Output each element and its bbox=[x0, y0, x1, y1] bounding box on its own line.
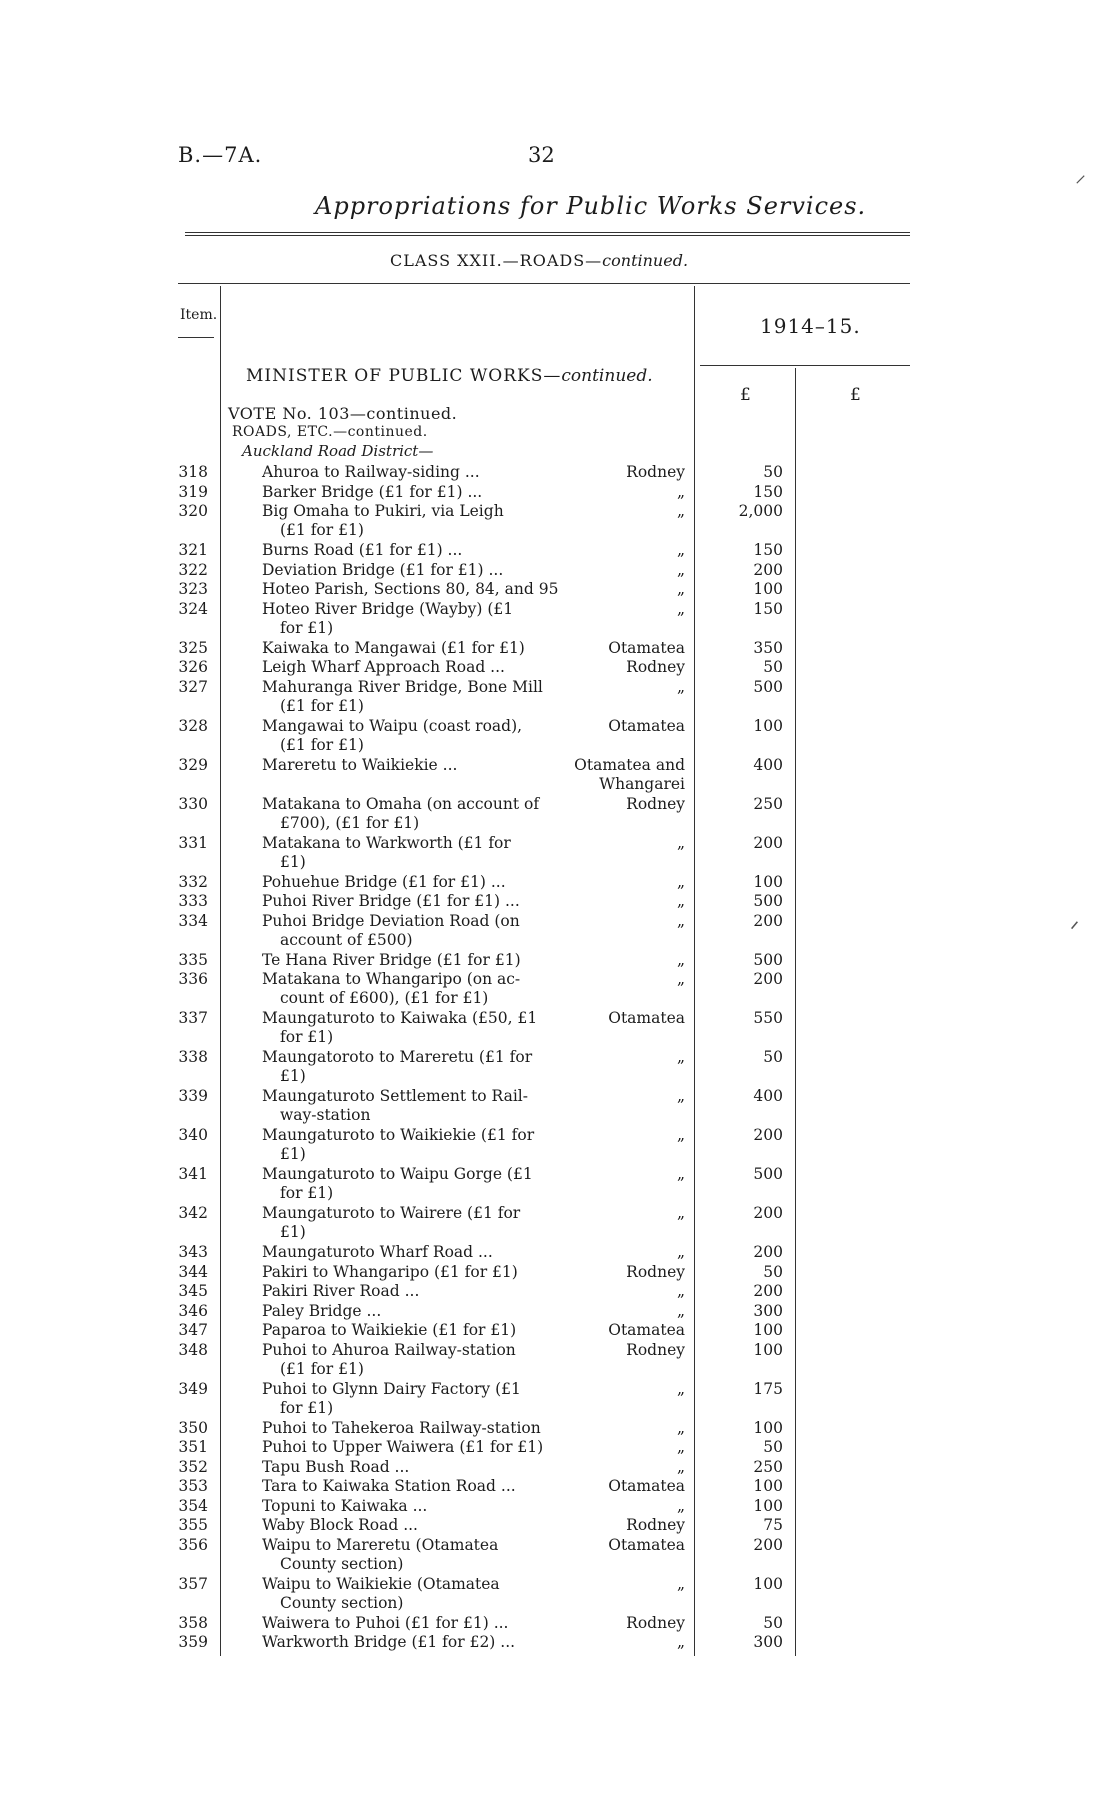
item-amount: 100 bbox=[753, 1340, 783, 1359]
item-description-line: County section) bbox=[280, 1554, 404, 1573]
item-county-line: „ bbox=[676, 482, 685, 501]
item-county bbox=[560, 795, 685, 814]
item-county-line: Rodney bbox=[626, 1613, 685, 1632]
item-amount: 200 bbox=[753, 1204, 783, 1222]
item-description-line: Puhoi to Glynn Dairy Factory (£1 bbox=[262, 1379, 521, 1398]
item-amount: 100 bbox=[753, 1477, 783, 1495]
item-amount: 200 bbox=[753, 1282, 783, 1300]
item-number: 332 bbox=[178, 872, 208, 891]
pound-column-2-header: £ bbox=[850, 385, 861, 405]
item-number: 320 bbox=[178, 502, 208, 520]
item-county bbox=[560, 1477, 685, 1496]
item-number: 330 bbox=[178, 794, 208, 813]
item-description bbox=[262, 795, 562, 833]
item-number: 340 bbox=[178, 1126, 208, 1144]
item-description-line: Mahuranga River Bridge, Bone Mill bbox=[262, 677, 543, 696]
item-amount: 100 bbox=[753, 1418, 783, 1437]
item-amount: 50 bbox=[763, 1613, 783, 1632]
item-amount: 150 bbox=[753, 599, 783, 618]
item-description-line: Hoteo River Bridge (Wayby) (£1 bbox=[262, 599, 514, 618]
item-amount: 200 bbox=[753, 970, 783, 988]
table-top-rule bbox=[178, 283, 910, 284]
item-description bbox=[262, 1204, 562, 1242]
item-number: 333 bbox=[178, 892, 208, 910]
item-amount: 150 bbox=[753, 482, 783, 501]
item-amount: 200 bbox=[753, 1535, 783, 1554]
item-description-line: Puhoi Bridge Deviation Road (on bbox=[262, 911, 520, 930]
item-amount: 200 bbox=[753, 560, 783, 579]
item-county-line: Otamatea bbox=[608, 638, 685, 657]
item-county-line: Rodney bbox=[626, 1516, 685, 1534]
item-amount: 100 bbox=[753, 716, 783, 735]
item-county bbox=[560, 1263, 685, 1282]
page-number: 32 bbox=[528, 143, 555, 167]
item-county bbox=[560, 1165, 685, 1184]
item-county bbox=[560, 483, 685, 502]
item-county-line: Rodney bbox=[626, 463, 685, 481]
item-description bbox=[262, 658, 562, 677]
item-number: 351 bbox=[178, 1438, 208, 1456]
item-number: 326 bbox=[178, 658, 208, 676]
item-number: 354 bbox=[178, 1496, 208, 1515]
item-county bbox=[560, 970, 685, 989]
item-amount: 50 bbox=[763, 1262, 783, 1281]
item-amount: 350 bbox=[753, 638, 783, 657]
item-number: 335 bbox=[178, 950, 208, 969]
item-description bbox=[262, 1516, 562, 1535]
item-description-line: Hoteo Parish, Sections 80, 84, and 95 bbox=[262, 580, 559, 598]
item-description bbox=[262, 834, 562, 872]
county-column-divider bbox=[694, 286, 695, 1656]
item-amount: 75 bbox=[763, 1516, 783, 1534]
item-amount: 500 bbox=[753, 1165, 783, 1183]
item-number: 339 bbox=[178, 1087, 208, 1105]
item-description-line: Maungaturoto Settlement to Rail- bbox=[262, 1087, 528, 1105]
item-description-line: Puhoi to Tahekeroa Railway-station bbox=[262, 1418, 541, 1437]
item-county-line: „ bbox=[676, 1438, 685, 1456]
item-description bbox=[262, 1126, 562, 1164]
item-county-line: „ bbox=[676, 1204, 685, 1222]
item-amount: 100 bbox=[753, 1321, 783, 1339]
item-description-line: £1) bbox=[280, 1067, 306, 1085]
item-county bbox=[560, 541, 685, 560]
item-county-line: Rodney bbox=[626, 1340, 685, 1359]
title-rule bbox=[185, 232, 910, 233]
class-heading bbox=[390, 251, 688, 270]
item-number: 337 bbox=[178, 1009, 208, 1027]
item-description bbox=[262, 1282, 562, 1301]
item-amount: 500 bbox=[753, 677, 783, 696]
item-county-line: Rodney bbox=[626, 794, 685, 813]
item-description bbox=[262, 951, 562, 970]
scan-mark: ⸍ bbox=[1075, 172, 1087, 197]
item-description bbox=[262, 1380, 562, 1418]
item-amount: 200 bbox=[753, 1126, 783, 1144]
item-county bbox=[560, 1126, 685, 1145]
item-county-line: „ bbox=[676, 1457, 685, 1476]
item-header-underline bbox=[178, 337, 214, 338]
item-description bbox=[262, 970, 562, 1008]
item-description-line: Puhoi to Upper Waiwera (£1 for £1) bbox=[262, 1438, 544, 1456]
item-description-line: Waiwera to Puhoi (£1 for £1) ... bbox=[262, 1613, 509, 1632]
item-description-line: Pohuehue Bridge (£1 for £1) ... bbox=[262, 872, 506, 891]
item-county bbox=[560, 1419, 685, 1438]
item-description-line: account of £500) bbox=[280, 930, 413, 949]
item-description bbox=[262, 892, 562, 911]
item-amount: 500 bbox=[753, 950, 783, 969]
item-description-line: Te Hana River Bridge (£1 for £1) bbox=[262, 950, 521, 969]
item-number: 342 bbox=[178, 1204, 208, 1222]
item-number: 336 bbox=[178, 970, 208, 988]
item-county-line: „ bbox=[676, 1574, 685, 1593]
item-county-line: „ bbox=[676, 1282, 685, 1300]
item-county bbox=[560, 1380, 685, 1399]
title-rule-double bbox=[185, 235, 910, 236]
item-description-line: Pakiri River Road ... bbox=[262, 1282, 420, 1300]
item-county bbox=[560, 892, 685, 911]
item-description-line: Big Omaha to Pukiri, via Leigh bbox=[262, 502, 504, 520]
item-county bbox=[560, 951, 685, 970]
item-description bbox=[262, 1419, 562, 1438]
item-description-line: for £1) bbox=[280, 618, 334, 637]
item-county-line: „ bbox=[676, 502, 685, 520]
item-description-line: Waby Block Road ... bbox=[262, 1516, 418, 1534]
item-amount: 2,000 bbox=[738, 502, 783, 520]
class-heading-text: CLASS XXII.—ROADS— bbox=[390, 251, 603, 270]
item-amount: 200 bbox=[753, 911, 783, 930]
item-county bbox=[560, 1458, 685, 1477]
item-description-line: Maungaturoto to Waikiekie (£1 for bbox=[262, 1126, 535, 1144]
item-amount: 50 bbox=[763, 1438, 783, 1456]
item-number: 319 bbox=[178, 482, 208, 501]
item-description-line: Paparoa to Waikiekie (£1 for £1) bbox=[262, 1321, 517, 1339]
item-county bbox=[560, 912, 685, 931]
item-description-line: Matakana to Whangaripo (on ac- bbox=[262, 970, 521, 988]
item-number: 344 bbox=[178, 1262, 208, 1281]
item-number: 356 bbox=[178, 1535, 208, 1554]
item-county bbox=[560, 561, 685, 580]
item-county-line: „ bbox=[676, 1048, 685, 1066]
item-description bbox=[262, 717, 562, 755]
item-amount: 50 bbox=[763, 658, 783, 676]
item-amount: 550 bbox=[753, 1009, 783, 1027]
page-title: Appropriations for Public Works Services. bbox=[315, 192, 867, 220]
item-county-line: „ bbox=[676, 950, 685, 969]
item-description-line: Warkworth Bridge (£1 for £2) ... bbox=[262, 1633, 516, 1651]
item-county-line: „ bbox=[676, 1126, 685, 1144]
item-county bbox=[560, 1341, 685, 1360]
item-description-line: Matakana to Omaha (on account of bbox=[262, 794, 540, 813]
item-description-line: Mangawai to Waipu (coast road), bbox=[262, 716, 523, 735]
item-description bbox=[262, 756, 562, 775]
item-description-line: count of £600), (£1 for £1) bbox=[280, 989, 489, 1007]
item-amount: 100 bbox=[753, 1574, 783, 1593]
item-county bbox=[560, 717, 685, 736]
item-county bbox=[560, 600, 685, 619]
item-description bbox=[262, 1048, 562, 1086]
item-county-line: „ bbox=[676, 1379, 685, 1398]
item-amount: 250 bbox=[753, 794, 783, 813]
item-description bbox=[262, 1633, 562, 1652]
item-description bbox=[262, 912, 562, 950]
scan-mark: ᐟ bbox=[1070, 918, 1080, 943]
item-description bbox=[262, 1341, 562, 1379]
item-description-line: (£1 for £1) bbox=[280, 735, 364, 754]
item-county-line: Otamatea bbox=[608, 1477, 685, 1495]
item-county bbox=[560, 1048, 685, 1067]
item-county bbox=[560, 1497, 685, 1516]
item-description-line: Waipu to Mareretu (Otamatea bbox=[262, 1535, 499, 1554]
item-number: 323 bbox=[178, 580, 208, 598]
item-description-line: for £1) bbox=[280, 1184, 334, 1202]
item-description bbox=[262, 483, 562, 502]
item-description bbox=[262, 600, 562, 638]
item-description-line: County section) bbox=[280, 1593, 404, 1612]
item-number: 329 bbox=[178, 755, 208, 774]
item-county bbox=[560, 1575, 685, 1594]
item-description-line: Topuni to Kaiwaka ... bbox=[262, 1496, 428, 1515]
item-description-line: Puhoi to Ahuroa Railway-station bbox=[262, 1340, 516, 1359]
item-amount: 200 bbox=[753, 1243, 783, 1261]
item-county-line: „ bbox=[676, 677, 685, 696]
item-county bbox=[560, 873, 685, 892]
item-county bbox=[560, 658, 685, 677]
item-description bbox=[262, 1536, 562, 1574]
item-county-line: „ bbox=[676, 580, 685, 598]
item-county bbox=[560, 1438, 685, 1457]
item-description-line: Tara to Kaiwaka Station Road ... bbox=[262, 1477, 516, 1495]
item-description-line: Barker Bridge (£1 for £1) ... bbox=[262, 482, 483, 501]
item-description-line: Deviation Bridge (£1 for £1) ... bbox=[262, 560, 504, 579]
item-county-line: „ bbox=[676, 560, 685, 579]
item-county-line: Rodney bbox=[626, 658, 685, 676]
item-amount: 50 bbox=[763, 1048, 783, 1066]
item-county-line: „ bbox=[676, 1243, 685, 1261]
item-number: 349 bbox=[178, 1379, 208, 1398]
item-county-line: „ bbox=[676, 970, 685, 988]
item-description bbox=[262, 1009, 562, 1047]
item-number: 338 bbox=[178, 1048, 208, 1066]
item-description-line: Burns Road (£1 for £1) ... bbox=[262, 541, 463, 559]
item-county bbox=[560, 834, 685, 853]
item-county bbox=[560, 1302, 685, 1321]
item-number: 347 bbox=[178, 1321, 208, 1339]
item-number: 341 bbox=[178, 1165, 208, 1183]
item-column-divider bbox=[220, 286, 221, 1656]
district-heading: Auckland Road District— bbox=[242, 442, 434, 460]
item-county-line: Otamatea bbox=[608, 1009, 685, 1027]
item-description-line: Maungaturoto to Waipu Gorge (£1 bbox=[262, 1165, 533, 1183]
item-county-line: „ bbox=[676, 1301, 685, 1320]
item-county bbox=[560, 639, 685, 658]
item-county-line: „ bbox=[676, 872, 685, 891]
item-county-line: „ bbox=[676, 892, 685, 910]
item-number: 359 bbox=[178, 1633, 208, 1651]
minister-heading-continued: continued. bbox=[561, 366, 653, 386]
item-description bbox=[262, 1438, 562, 1457]
roads-heading: ROADS, ETC.—continued. bbox=[232, 424, 428, 440]
item-description bbox=[262, 639, 562, 658]
item-amount: 200 bbox=[753, 833, 783, 852]
item-description bbox=[262, 873, 562, 892]
class-heading-continued: continued. bbox=[602, 251, 689, 270]
item-county bbox=[560, 1243, 685, 1262]
item-number: 324 bbox=[178, 599, 208, 618]
item-description bbox=[262, 541, 562, 560]
pound-column-1-header: £ bbox=[740, 385, 751, 405]
item-description-line: Maungatoroto to Mareretu (£1 for bbox=[262, 1048, 533, 1066]
item-number: 334 bbox=[178, 911, 208, 930]
item-county bbox=[560, 1321, 685, 1340]
item-description bbox=[262, 1087, 562, 1125]
item-description-line: Pakiri to Whangaripo (£1 for £1) bbox=[262, 1262, 518, 1281]
item-county bbox=[560, 463, 685, 482]
item-county-line: „ bbox=[676, 1087, 685, 1105]
item-county bbox=[560, 1614, 685, 1633]
item-description-line: Paley Bridge ... bbox=[262, 1301, 382, 1320]
item-description-line: Mareretu to Waikiekie ... bbox=[262, 755, 458, 774]
item-description-line: Matakana to Warkworth (£1 for bbox=[262, 833, 511, 852]
year-column-header: 1914–15. bbox=[760, 314, 861, 338]
item-number: 321 bbox=[178, 541, 208, 559]
item-description-line: £1) bbox=[280, 1145, 306, 1163]
item-number: 343 bbox=[178, 1243, 208, 1261]
item-county bbox=[560, 1282, 685, 1301]
item-description bbox=[262, 1321, 562, 1340]
item-county-line: Otamatea bbox=[608, 716, 685, 735]
item-description-line: Maungaturoto to Kaiwaka (£50, £1 bbox=[262, 1009, 538, 1027]
item-description bbox=[262, 1497, 562, 1516]
item-description-line: for £1) bbox=[280, 1028, 334, 1046]
item-county-line: „ bbox=[676, 911, 685, 930]
minister-heading-text: MINISTER OF PUBLIC WORKS— bbox=[246, 366, 562, 386]
amount-column-divider bbox=[795, 368, 796, 1656]
item-amount: 100 bbox=[753, 872, 783, 891]
item-description bbox=[262, 678, 562, 716]
minister-heading bbox=[246, 366, 653, 386]
item-number: 355 bbox=[178, 1516, 208, 1534]
item-county-line: Otamatea and bbox=[574, 755, 685, 774]
document-reference: B.—7A. bbox=[178, 143, 263, 167]
item-amount: 300 bbox=[753, 1301, 783, 1320]
item-number: 327 bbox=[178, 677, 208, 696]
item-county bbox=[560, 678, 685, 697]
item-amount: 100 bbox=[753, 580, 783, 598]
item-county bbox=[560, 1087, 685, 1106]
item-county-line: „ bbox=[676, 541, 685, 559]
item-county bbox=[560, 1516, 685, 1535]
item-amount: 175 bbox=[753, 1379, 783, 1398]
item-number: 325 bbox=[178, 638, 208, 657]
item-amount: 500 bbox=[753, 892, 783, 910]
item-description bbox=[262, 1477, 562, 1496]
item-number: 345 bbox=[178, 1282, 208, 1300]
item-number: 318 bbox=[178, 463, 208, 481]
item-number: 322 bbox=[178, 560, 208, 579]
item-amount: 300 bbox=[753, 1633, 783, 1651]
item-description bbox=[262, 1243, 562, 1262]
item-description bbox=[262, 1302, 562, 1321]
item-description-line: Leigh Wharf Approach Road ... bbox=[262, 658, 505, 676]
item-county-line: „ bbox=[676, 1418, 685, 1437]
item-description-line: Maungaturoto Wharf Road ... bbox=[262, 1243, 493, 1261]
item-description-line: Waipu to Waikiekie (Otamatea bbox=[262, 1574, 500, 1593]
item-description bbox=[262, 1575, 562, 1613]
item-county-line: „ bbox=[676, 1633, 685, 1651]
item-county-line: Otamatea bbox=[608, 1321, 685, 1339]
item-description-line: Kaiwaka to Mangawai (£1 for £1) bbox=[262, 638, 525, 657]
item-number: 353 bbox=[178, 1477, 208, 1495]
item-description-line: (£1 for £1) bbox=[280, 1359, 364, 1378]
year-header-rule bbox=[700, 365, 910, 366]
item-description bbox=[262, 1165, 562, 1203]
item-number: 350 bbox=[178, 1418, 208, 1437]
item-county-line: Otamatea bbox=[608, 1535, 685, 1554]
item-description-line: Tapu Bush Road ... bbox=[262, 1457, 410, 1476]
item-number: 328 bbox=[178, 716, 208, 735]
item-number: 357 bbox=[178, 1574, 208, 1593]
item-description-line: for £1) bbox=[280, 1398, 334, 1417]
item-description-line: Maungaturoto to Wairere (£1 for bbox=[262, 1204, 521, 1222]
item-county-line: „ bbox=[676, 1165, 685, 1183]
item-amount: 250 bbox=[753, 1457, 783, 1476]
item-county bbox=[560, 756, 685, 794]
item-amount: 150 bbox=[753, 541, 783, 559]
item-description bbox=[262, 1263, 562, 1282]
vote-heading: VOTE No. 103—continued. bbox=[228, 404, 458, 423]
item-description-line: (£1 for £1) bbox=[280, 521, 364, 539]
item-county-line: „ bbox=[676, 833, 685, 852]
item-description-line: (£1 for £1) bbox=[280, 696, 364, 715]
item-description bbox=[262, 463, 562, 482]
item-county bbox=[560, 1009, 685, 1028]
item-county-line: Whangarei bbox=[599, 774, 685, 793]
item-county bbox=[560, 1536, 685, 1555]
item-county-line: „ bbox=[676, 1496, 685, 1515]
item-column-header: Item. bbox=[180, 307, 218, 323]
item-amount: 50 bbox=[763, 463, 783, 481]
item-county bbox=[560, 502, 685, 521]
item-number: 331 bbox=[178, 833, 208, 852]
item-county-line: Rodney bbox=[626, 1262, 685, 1281]
item-description-line: £1) bbox=[280, 852, 306, 871]
item-county-line: „ bbox=[676, 599, 685, 618]
item-amount: 100 bbox=[753, 1496, 783, 1515]
item-county bbox=[560, 1633, 685, 1652]
item-description bbox=[262, 580, 562, 599]
item-description-line: Puhoi River Bridge (£1 for £1) ... bbox=[262, 892, 520, 910]
item-description-line: Ahuroa to Railway-siding ... bbox=[262, 463, 480, 481]
item-description bbox=[262, 1458, 562, 1477]
item-county bbox=[560, 580, 685, 599]
item-number: 346 bbox=[178, 1301, 208, 1320]
item-description bbox=[262, 1614, 562, 1633]
item-description-line: £1) bbox=[280, 1223, 306, 1241]
item-amount: 400 bbox=[753, 1087, 783, 1105]
item-description bbox=[262, 561, 562, 580]
item-description-line: way-station bbox=[280, 1106, 371, 1124]
item-number: 358 bbox=[178, 1613, 208, 1632]
item-number: 348 bbox=[178, 1340, 208, 1359]
item-description-line: £700), (£1 for £1) bbox=[280, 813, 420, 832]
item-amount: 400 bbox=[753, 755, 783, 774]
item-county bbox=[560, 1204, 685, 1223]
item-description bbox=[262, 502, 562, 540]
item-number: 352 bbox=[178, 1457, 208, 1476]
